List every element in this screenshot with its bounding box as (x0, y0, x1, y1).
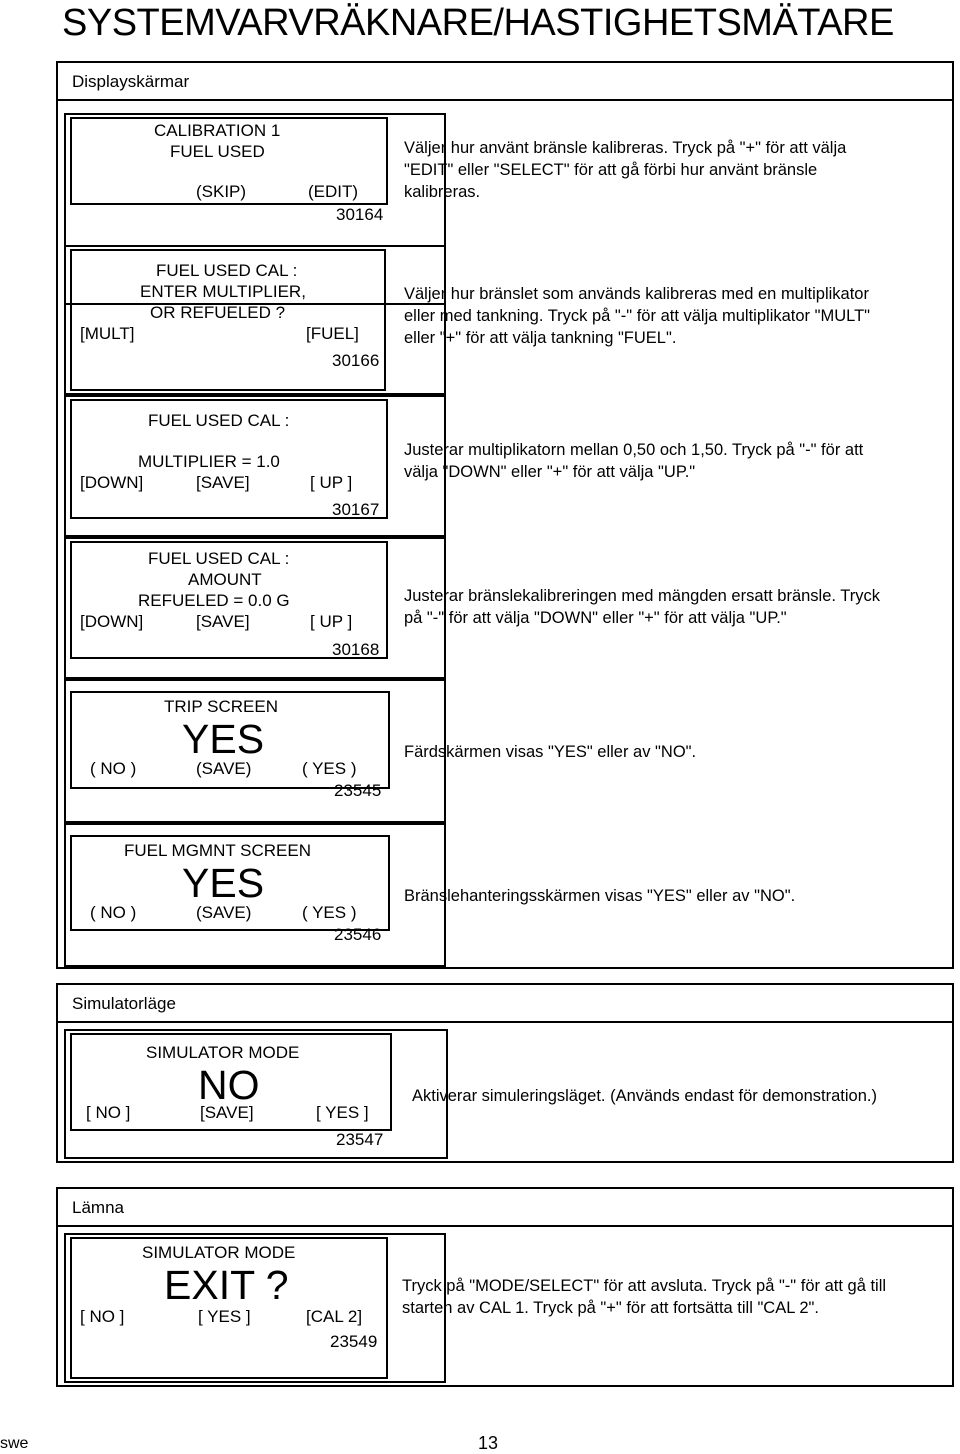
screen-right-option: [ UP ] (310, 473, 353, 492)
description-line: Väljer hur använt bränsle kalibreras. Tryck på "+" för att välja (404, 139, 847, 157)
description-line: Färdskärmen visas "YES" eller av "NO". (404, 743, 697, 761)
display-screen-23546 (64, 823, 446, 967)
screen-right-option: (EDIT) (308, 182, 359, 201)
screen-right-option: ( YES ) (302, 903, 357, 922)
screen-large-value: YES (182, 860, 265, 906)
display-screen-30168 (64, 537, 446, 679)
screen-description-30164 (404, 137, 846, 203)
screen-description-30166 (404, 283, 870, 349)
screen-code: 23545 (334, 781, 382, 800)
section-header-display-screens: Displayskärmar (58, 63, 952, 101)
screen-line-2: AMOUNT (188, 570, 262, 589)
screen-line-1: FUEL USED CAL : (148, 549, 290, 568)
description-line: Aktiverar simuleringsläget. (Används endast för demonstration.) (412, 1087, 877, 1105)
description-line: starten av CAL 1. Tryck på "+" för att fortsätta till "CAL 2". (402, 1299, 819, 1317)
screen-code: 30166 (332, 351, 380, 370)
screen-middle-option: [SAVE] (196, 612, 250, 631)
display-screen-23547 (64, 1029, 448, 1159)
screen-right-option: ( YES ) (302, 759, 357, 778)
display-screen-30166 (64, 245, 446, 395)
display-screen-23549 (64, 1233, 446, 1383)
screen-middle-option: [SAVE] (196, 473, 250, 492)
screen-large-value: NO (198, 1062, 260, 1108)
screen-left-option: ( NO ) (90, 759, 137, 778)
screen-code: 23546 (334, 925, 382, 944)
screen-line-1: SIMULATOR MODE (146, 1043, 300, 1062)
screen-description-23545 (404, 741, 696, 763)
screen-left-option: ( NO ) (90, 903, 137, 922)
screen-description-23549 (402, 1275, 886, 1319)
screen-line-1: TRIP SCREEN (164, 697, 278, 716)
page-title: SYSTEMVARVRÄKNARE/HASTIGHETSMÄTARE (62, 2, 894, 44)
screen-right-option: [CAL 2] (306, 1307, 363, 1326)
section-header-simulator-mode: Simulatorläge (58, 985, 952, 1023)
section-leave (56, 1187, 954, 1387)
screen-left-option: [DOWN] (80, 612, 144, 631)
screen-line-1: FUEL USED CAL : (156, 261, 298, 280)
description-line: Bränslehanteringsskärmen visas "YES" eller av "NO". (404, 887, 796, 905)
screen-code: 30168 (332, 640, 380, 659)
screen-code: 30164 (336, 205, 384, 224)
footer-page-number: 13 (478, 1433, 499, 1453)
section-simulator-mode (56, 983, 954, 1163)
screen-line-2: MULTIPLIER = 1.0 (138, 452, 280, 471)
screen-large-value: YES (182, 716, 265, 762)
screen-line-1: FUEL USED CAL : (148, 411, 290, 430)
screen-code: 30167 (332, 500, 380, 519)
screen-line-1: SIMULATOR MODE (142, 1243, 296, 1262)
screen-line-2: ENTER MULTIPLIER, (140, 282, 306, 301)
screen-middle-option: [ YES ] (198, 1307, 251, 1326)
description-line: Väljer hur bränslet som används kalibreras med en multiplikator (404, 285, 869, 303)
description-line: välja "DOWN" eller "+" för att välja "UP." (404, 463, 696, 481)
screen-description-30168 (404, 585, 880, 629)
screen-left-option: [DOWN] (80, 473, 144, 492)
screen-line-1: FUEL MGMNT SCREEN (124, 841, 312, 860)
description-line: Justerar bränslekalibreringen med mängden ersatt bränsle. Tryck (404, 587, 880, 605)
screen-line-3: OR REFUELED ? (150, 303, 286, 322)
screen-code: 23549 (330, 1332, 378, 1351)
screen-middle-option: (SAVE) (196, 903, 252, 922)
screen-description-23547 (412, 1085, 877, 1107)
screen-right-option: [ YES ] (316, 1103, 369, 1122)
section-display-screens (56, 61, 954, 969)
screen-left-option: [MULT] (80, 324, 135, 343)
display-screen-23545 (64, 679, 446, 823)
description-line: på "-" för att välja "DOWN" eller "+" för att välja "UP." (404, 609, 787, 627)
description-line: kalibreras. (404, 183, 481, 201)
section-header-leave: Lämna (58, 1189, 952, 1227)
description-line: Tryck på "MODE/SELECT" för att avsluta. Tryck på "-" för att gå till (402, 1277, 887, 1295)
screen-right-option: [FUEL] (306, 324, 359, 343)
screen-description-30167 (404, 439, 863, 483)
screen-line-2: FUEL USED (170, 142, 265, 161)
description-line: "EDIT" eller "SELECT" för att gå förbi hur använt bränsle (404, 161, 818, 179)
screen-middle-option: [SAVE] (200, 1103, 254, 1122)
screen-middle-option: (SAVE) (196, 759, 252, 778)
screen-left-option: [ NO ] (86, 1103, 131, 1122)
footer-language: swe (0, 1435, 29, 1452)
description-line: Justerar multiplikatorn mellan 0,50 och 1,50. Tryck på "-" för att (404, 441, 864, 459)
screen-line-3: REFUELED = 0.0 G (138, 591, 290, 610)
display-screen-30167 (64, 395, 446, 537)
screen-line-1: CALIBRATION 1 (154, 121, 281, 140)
screen-large-value: EXIT ? (164, 1262, 289, 1308)
screen-code: 23547 (336, 1130, 384, 1149)
screen-left-option: [ NO ] (80, 1307, 125, 1326)
screen-left-option: (SKIP) (196, 182, 247, 201)
screen-right-option: [ UP ] (310, 612, 353, 631)
screen-description-23546 (404, 885, 795, 907)
description-line: eller med tankning. Tryck på "-" för att välja multiplikator "MULT" (404, 307, 871, 325)
description-line: eller "+" för att välja tankning "FUEL". (404, 329, 677, 347)
